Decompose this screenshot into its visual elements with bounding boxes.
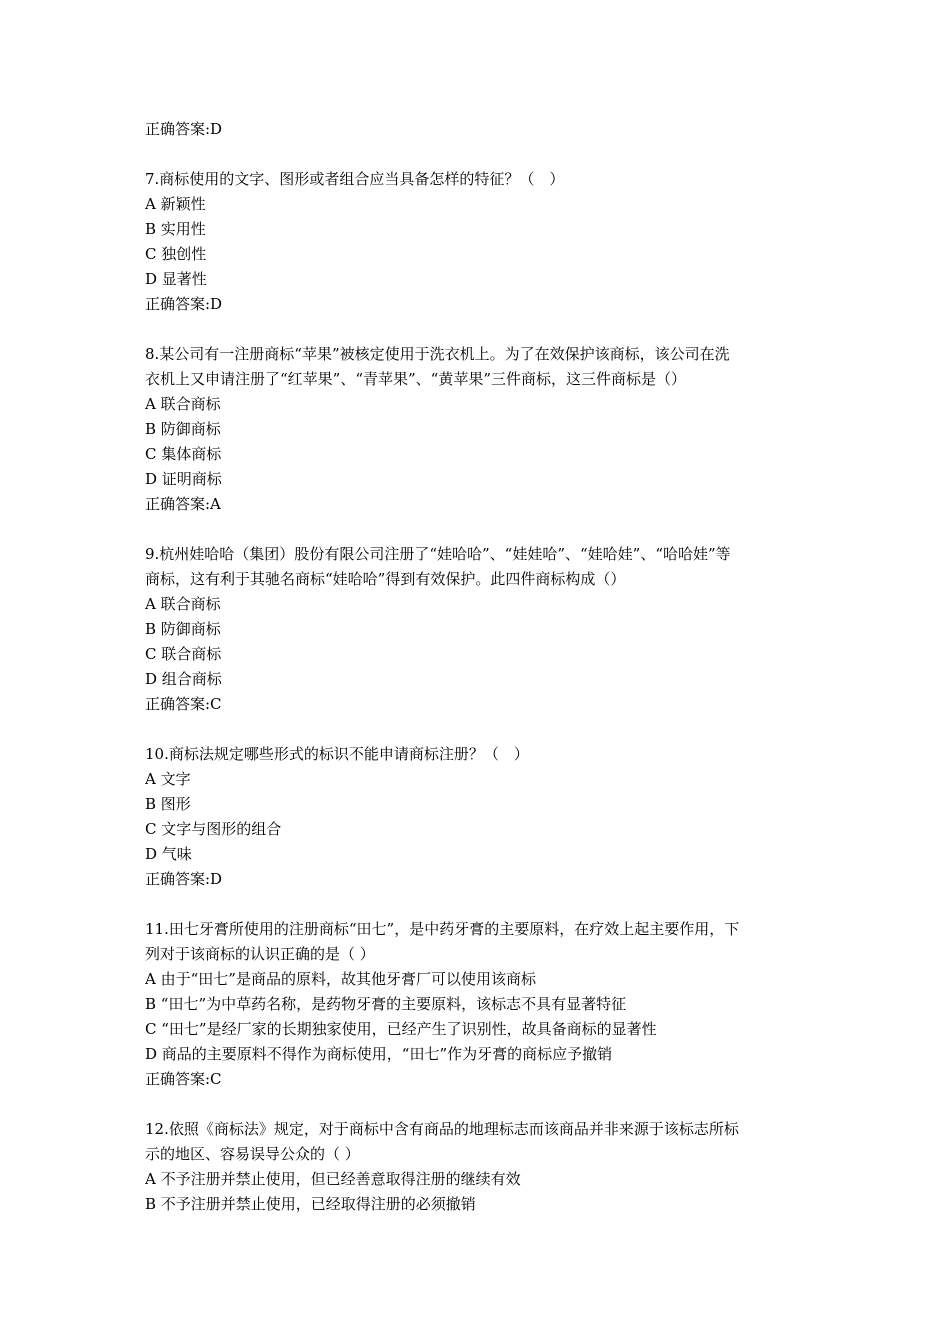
answer-line: 正确答案:C [145, 1070, 222, 1088]
option-d: D 气味 [145, 845, 192, 863]
option-b: B 实用性 [145, 220, 206, 238]
question-text: 11.田七牙膏所使用的注册商标“田七”，是中药牙膏的主要原料，在疗效上起主要作用，下 [145, 920, 740, 938]
question-text: 衣机上又申请注册了“红苹果”、“青苹果”、“黄苹果”三件商标，这三件商标是（） [145, 370, 687, 388]
option-d: D 显著性 [145, 270, 207, 288]
option-d: D 商品的主要原料不得作为商标使用，“田七”作为牙膏的商标应予撤销 [145, 1045, 613, 1063]
option-a: A 联合商标 [145, 395, 221, 413]
option-b: B 防御商标 [145, 420, 221, 438]
question-text: 12.依照《商标法》规定，对于商标中含有商品的地理标志而该商品并非来源于该标志所标 [145, 1120, 739, 1138]
document-page [145, 117, 811, 1217]
question-11 [145, 917, 811, 1092]
answer-line: 正确答案:A [145, 495, 221, 513]
option-a: A 文字 [145, 770, 191, 788]
option-b: B 不予注册并禁止使用，已经取得注册的必须撤销 [145, 1195, 476, 1213]
option-a: A 由于“田七”是商品的原料，故其他牙膏厂可以使用该商标 [145, 970, 536, 988]
option-c: C “田七”是经厂家的长期独家使用，已经产生了识别性，故具备商标的显著性 [145, 1020, 657, 1038]
spacer [145, 517, 811, 542]
question-text: 10.商标法规定哪些形式的标识不能申请商标注册？（ ） [145, 745, 529, 763]
option-b: B “田七”为中草药名称，是药物牙膏的主要原料，该标志不具有显著特征 [145, 995, 627, 1013]
option-c: C 文字与图形的组合 [145, 820, 282, 838]
question-9 [145, 542, 811, 717]
question-10 [145, 742, 811, 892]
option-a: A 不予注册并禁止使用，但已经善意取得注册的继续有效 [145, 1170, 521, 1188]
spacer [145, 717, 811, 742]
option-b: B 防御商标 [145, 620, 221, 638]
option-b: B 图形 [145, 795, 191, 813]
spacer [145, 142, 811, 167]
option-c: C 独创性 [145, 245, 207, 263]
answer-line: 正确答案:C [145, 695, 222, 713]
question-text: 7.商标使用的文字、图形或者组合应当具备怎样的特征？（ ） [145, 170, 565, 188]
question-text: 8.某公司有一注册商标“苹果”被核定使用于洗衣机上。为了在效保护该商标，该公司在洗 [145, 345, 730, 363]
answer-line: 正确答案:D [145, 120, 223, 138]
option-d: D 证明商标 [145, 470, 222, 488]
option-d: D 组合商标 [145, 670, 222, 688]
question-7 [145, 167, 811, 317]
question-text: 列对于该商标的认识正确的是（ ） [145, 945, 375, 963]
answer-line: 正确答案:D [145, 295, 223, 313]
option-c: C 联合商标 [145, 645, 222, 663]
option-a: A 联合商标 [145, 595, 221, 613]
question-12 [145, 1117, 811, 1217]
option-c: C 集体商标 [145, 445, 222, 463]
spacer [145, 317, 811, 342]
option-a: A 新颖性 [145, 195, 206, 213]
question-text: 9.杭州娃哈哈（集团）股份有限公司注册了“娃哈哈”、“娃娃哈”、“娃哈娃”、“哈哈娃”等 [145, 545, 731, 563]
question-text: 商标，这有利于其驰名商标“娃哈哈”得到有效保护。此四件商标构成（） [145, 570, 626, 588]
spacer [145, 892, 811, 917]
question-text: 示的地区、容易误导公众的（ ） [145, 1145, 360, 1163]
answer-line: 正确答案:D [145, 870, 223, 888]
question-8 [145, 342, 811, 517]
spacer [145, 1092, 811, 1117]
